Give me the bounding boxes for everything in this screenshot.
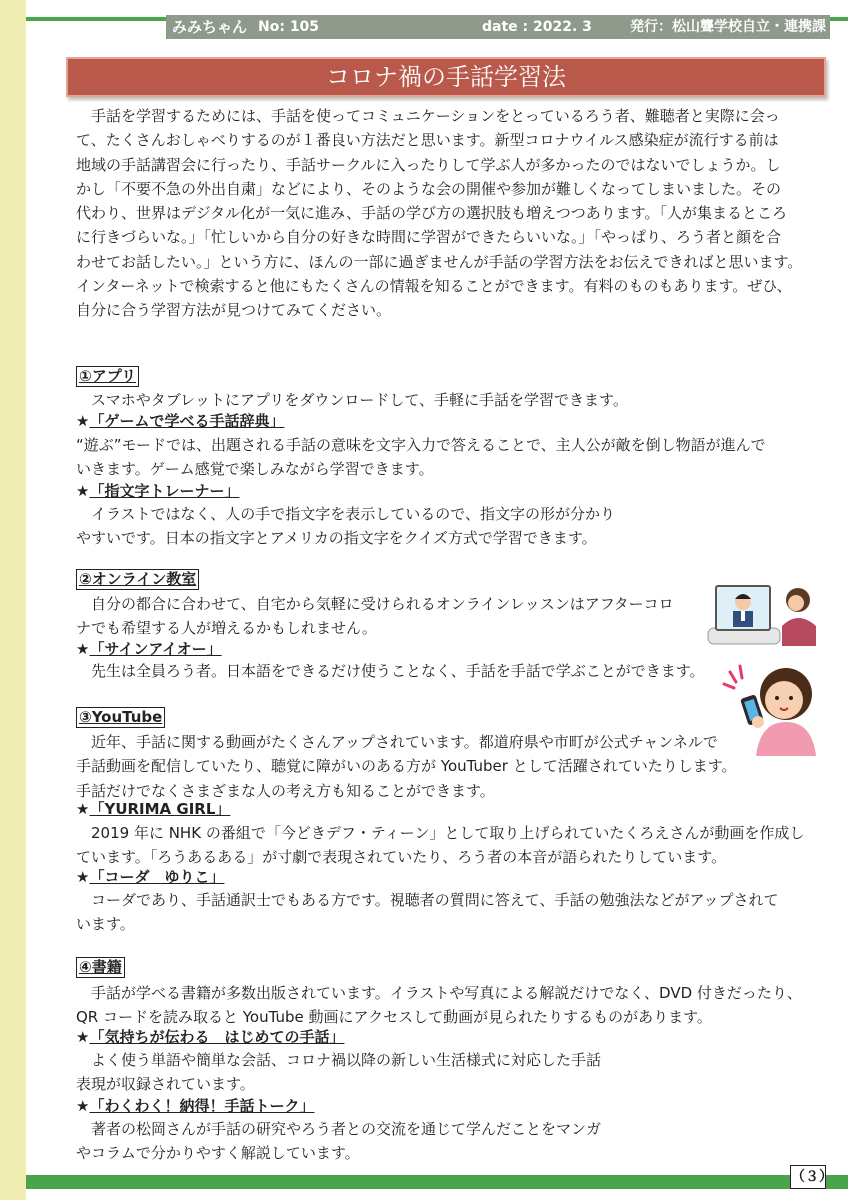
desc-line: コーダであり、手話通訳士でもある方です。視聴者の質問に答えて、手話の勉強法などがアップされて: [91, 891, 779, 909]
youtube-description: [76, 730, 766, 803]
star-icon: ★: [76, 482, 90, 500]
item-title: 「わくわく！納得！手話トーク」: [89, 1097, 315, 1115]
newsletter-header: [166, 15, 830, 39]
section-heading-app: ①アプリ: [76, 366, 139, 387]
desc-line: 手話動画を配信していたり、聴覚に障がいのある方が YouTuber として活躍されていたりします。: [76, 757, 737, 776]
item-title: 「ゲームで学べる手話辞典」: [89, 412, 285, 430]
item-title: 「指文字トレーナー」: [89, 482, 240, 500]
desc-line: 表現が収録されています。: [76, 1075, 255, 1094]
section-heading-online: ②オンライン教室: [76, 569, 199, 590]
section-heading-books: ④書籍: [76, 957, 125, 978]
item-title: 「コーダ ゆりこ」: [89, 868, 225, 886]
item-title: 「サインアイオー」: [89, 640, 222, 658]
desc-line: ています。「ろうあるある」が寸劇で表現されていたり、ろう者の本音が語られたりしています。: [76, 848, 727, 867]
books-item-wakuwaku-desc: [76, 1117, 820, 1166]
intro-line: かし「不要不急の外出自粛」などにより、そのような会の開催や参加が難しくなってしまいました。その: [76, 179, 782, 198]
issue-number-value: 105: [289, 19, 320, 35]
desc-line: よく使う単語や簡単な会話、コロナ禍以降の新しい生活様式に対応した手話: [91, 1051, 602, 1069]
publisher-label: 発行：: [630, 19, 672, 35]
footer-green-bar: [26, 1175, 848, 1189]
app-item-game-dictionary-desc: [76, 433, 820, 482]
page-number: （３）: [790, 1165, 826, 1189]
books-description: [76, 981, 820, 1030]
desc-line: “遊ぶ”モードでは、出題される手話の意味を文字入力で答えることで、主人公が敵を倒し物語が進んで: [76, 436, 766, 454]
app-description: スマホやタブレットにアプリをダウンロードして、手軽に手話を学習できます。: [91, 391, 628, 409]
intro-line: に行きづらいな。」「忙しいから自分の好きな時間に学習ができたらいいな。」「やっぱり、ろう者と顔を合: [76, 228, 782, 247]
issue-number-label: No:: [258, 19, 285, 35]
app-item-game-dictionary: [76, 410, 284, 432]
desc-line: イラストではなく、人の手で指文字を表示しているので、指文字の形が分かり: [91, 505, 615, 523]
app-item-fingerspelling-trainer-desc: [76, 502, 820, 551]
desc-line: やコラムで分かりやすく解説しています。: [76, 1144, 360, 1163]
books-item-hajimete-desc: [76, 1048, 820, 1097]
desc-line: 2019 年に NHK の番組で「今どきデフ・ティーン」として取り上げられていたくろえさんが動画を作成し: [91, 824, 805, 842]
newsletter-title: みみちゃん: [172, 18, 248, 36]
issue-date: [482, 18, 592, 36]
article-title: コロナ禍の手話学習法: [66, 57, 826, 97]
left-decorative-stripe: [0, 0, 26, 1200]
books-item-hajimete: [76, 1026, 344, 1048]
youtube-item-yurima-girl-desc: [76, 821, 820, 870]
star-icon: ★: [76, 868, 90, 886]
star-icon: ★: [76, 640, 90, 658]
issue-date-label: date :: [482, 19, 529, 35]
issue-date-value: 2022. 3: [533, 19, 592, 35]
intro-line: て、たくさんおしゃべりするのが１番良い方法だと思います。新型コロナウイルス感染症が流行する前は: [76, 131, 779, 150]
online-item-signio-desc: 先生は全員ろう者。日本語をできるだけ使うことなく、手話を手話で学ぶことができます。: [91, 662, 705, 680]
item-title: 「気持ちが伝わる はじめての手話」: [89, 1028, 345, 1046]
desc-line: QR コードを読み取ると YouTube 動画にアクセスして動画が見られたりするものがあります。: [76, 1008, 712, 1027]
online-description: [76, 592, 716, 641]
desc-line: やすいです。日本の指文字とアメリカの指文字をクイズ方式で学習できます。: [76, 529, 597, 548]
youtube-item-yurima-girl: [76, 798, 230, 820]
desc-line: 手話が学べる書籍が多数出版されています。イラストや写真による解説だけでなく、DVD 付きだったり、: [91, 984, 802, 1002]
star-icon: ★: [76, 1097, 90, 1115]
intro-line: インターネットで検索すると他にもたくさんの情報を知ることができます。有料のものもあります。ぜひ、: [76, 277, 792, 296]
star-icon: ★: [76, 800, 90, 818]
intro-paragraph: [76, 104, 820, 323]
desc-line: 手話だけでなくさまざまな人の考え方も知ることができます。: [76, 781, 495, 800]
publisher: [630, 18, 826, 36]
desc-line: います。: [76, 915, 135, 934]
intro-line: 自分に合う学習方法が見つけてみてください。: [76, 301, 392, 320]
intro-line: 手話を学習するためには、手話を使ってコミュニケーションをとっているろう者、難聴者と実際に会っ: [91, 107, 780, 125]
books-item-wakuwaku: [76, 1095, 314, 1117]
youtube-item-coda-yuriko: [76, 866, 224, 888]
item-title: 「YURIMA GIRL」: [89, 800, 231, 818]
star-icon: ★: [76, 412, 90, 430]
desc-line: ナでも希望する人が増えるかもしれません。: [76, 619, 377, 638]
online-lesson-illustration: [706, 578, 822, 650]
desc-line: 著者の松岡さんが手話の研究やろう者との交流を通じて学んだことをマンガ: [91, 1120, 602, 1138]
online-item-signio: [76, 638, 222, 660]
issue-number: [258, 18, 319, 36]
intro-line: わせてお話したい。」という方に、ほんの一部に過ぎませんが手話の学習方法をお伝えできればと思います。: [76, 252, 803, 271]
intro-line: 代わり、世界はデジタル化が一気に進み、手話の学び方の選択肢も増えつつあります。「人が集まるところ: [76, 204, 788, 223]
desc-line: 自分の都合に合わせて、自宅から気軽に受けられるオンラインレッスンはアフターコロ: [91, 595, 674, 613]
star-icon: ★: [76, 1028, 90, 1046]
app-item-fingerspelling-trainer: [76, 480, 239, 502]
desc-line: 近年、手話に関する動画がたくさんアップされています。都道府県や市町が公式チャンネルで: [91, 733, 718, 751]
desc-line: いきます。ゲーム感覚で楽しみながら学習できます。: [76, 460, 434, 479]
publisher-value: 松山聾学校自立・連携課: [672, 19, 826, 35]
youtube-item-coda-yuriko-desc: [76, 888, 820, 937]
section-heading-youtube: ③YouTube: [76, 707, 165, 728]
intro-line: 地域の手話講習会に行ったり、手話サークルに入ったりして学ぶ人が多かったのではないでしょうか。し: [76, 155, 781, 174]
